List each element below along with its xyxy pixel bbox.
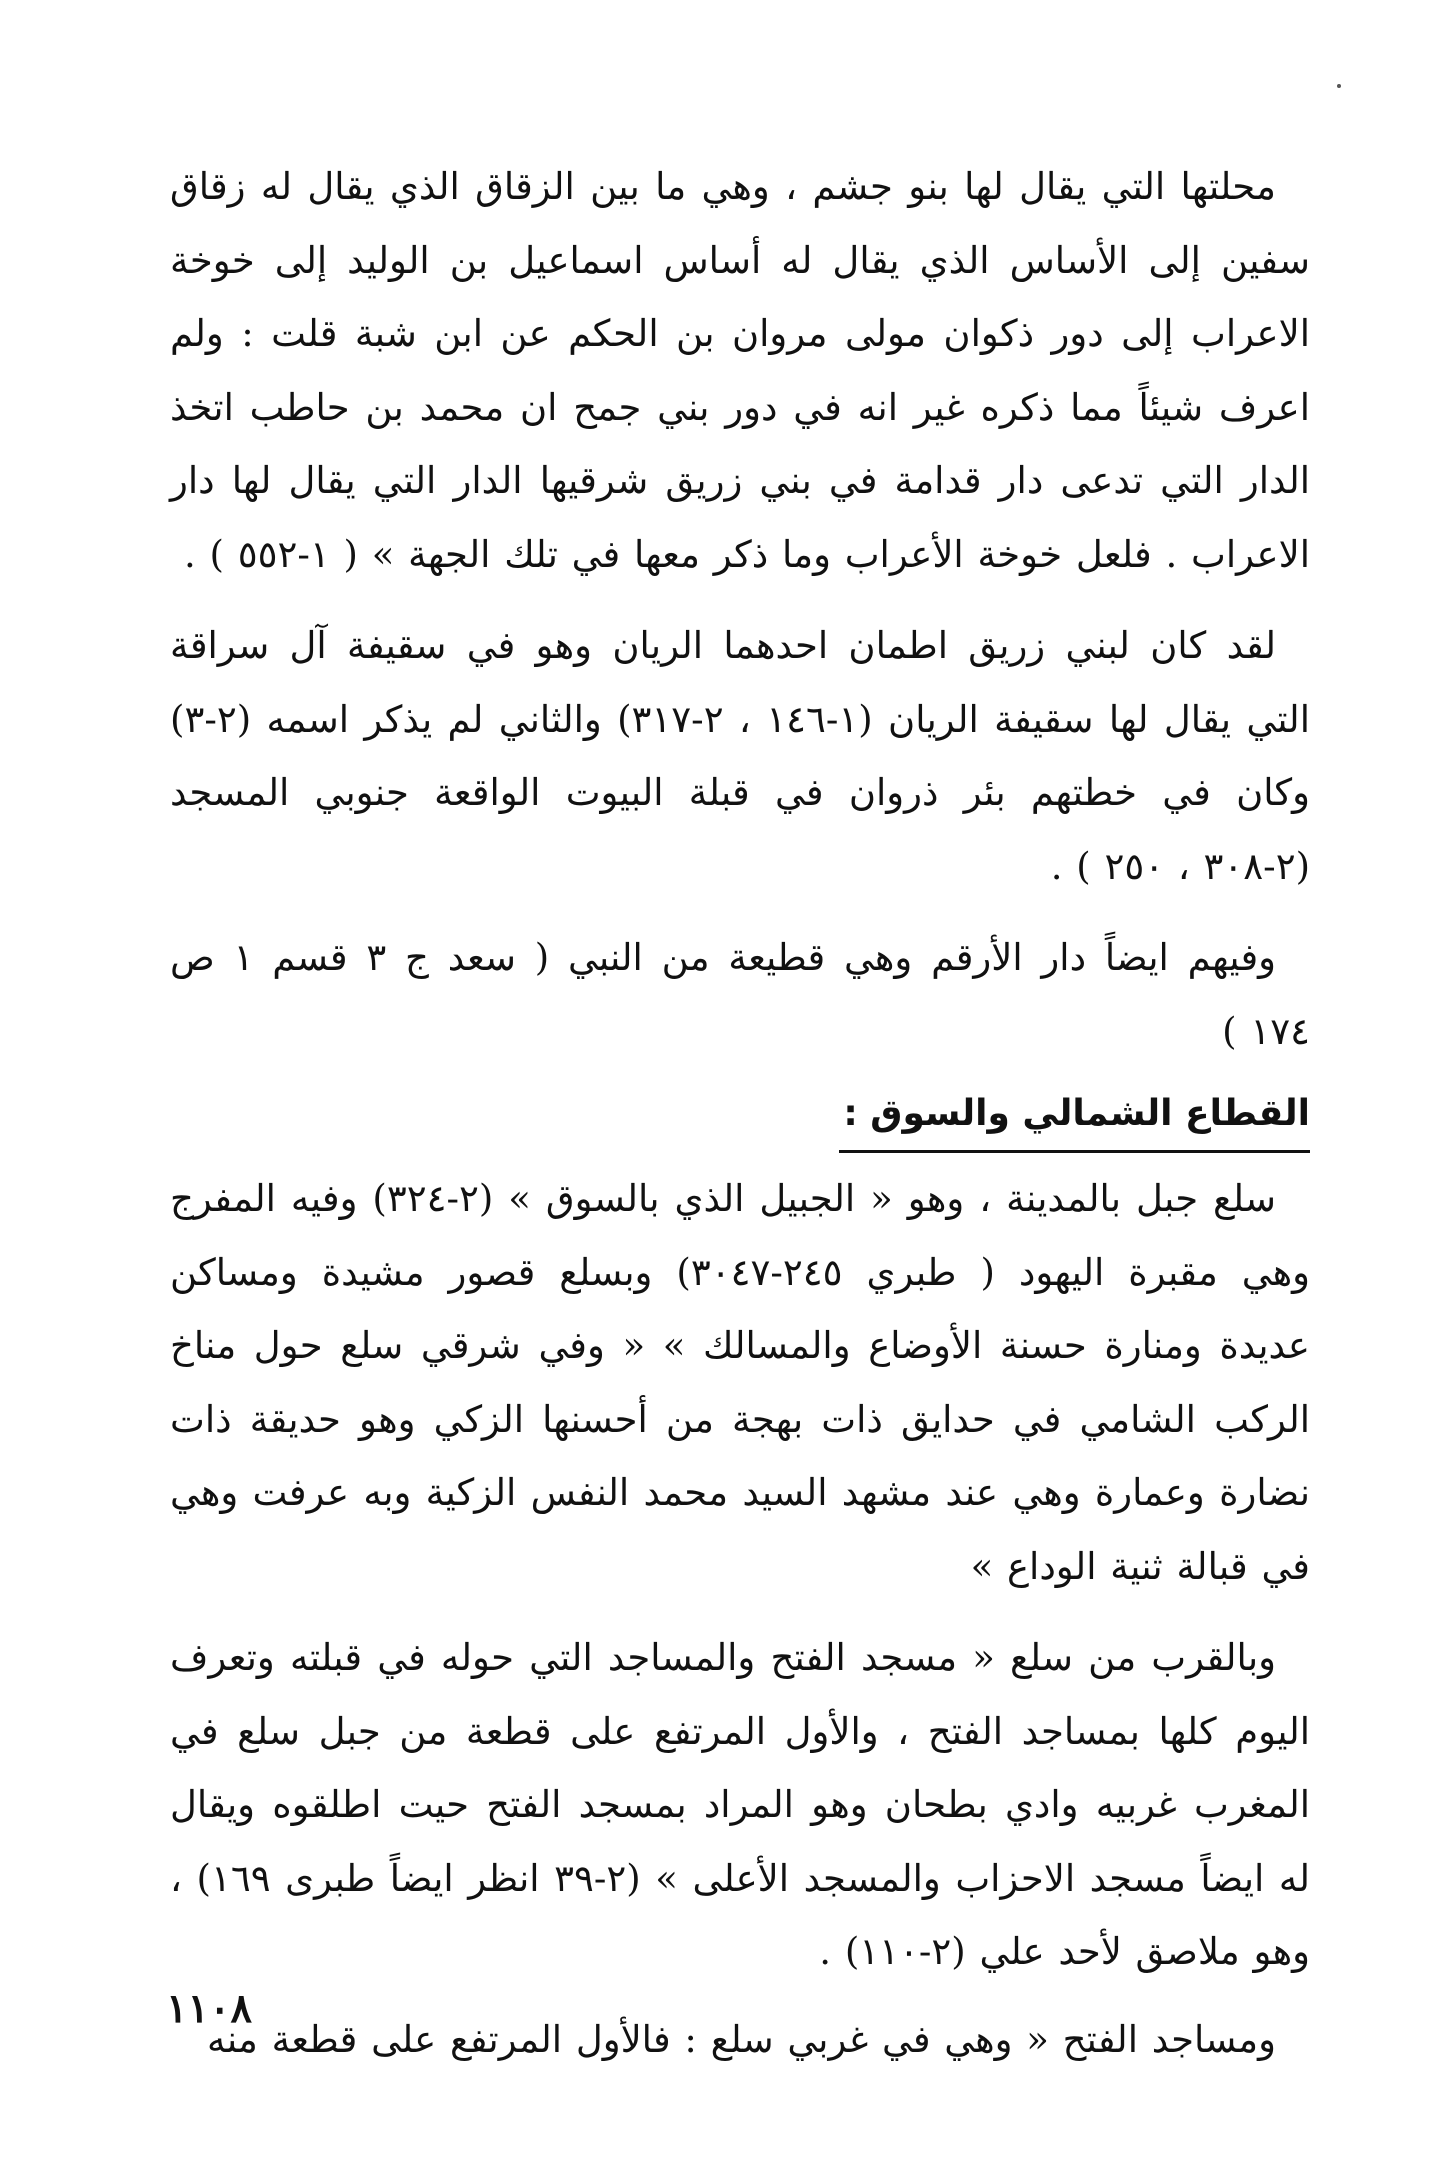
- page-number: ١١٠٨: [166, 1985, 252, 2032]
- paragraph-masjid-al-fath: وبالقرب من سلع « مسجد الفتح والمساجد التي حوله في قبلته وتعرف اليوم كلها بمساجد الفتح ، والأول المرتفع على قطعة من جبل سلع في المغرب غربيه وادي بطحان وهو المراد بمسجد الفتح حيت اطلقوه ويقال له ايضاً مسجد الاحزاب والمسجد الأعلى » (٢-٣٩ انظر ايضاً طبرى ١٦٩) ، وهو ملاصق لأحد علي (٢-١١٠) .: [170, 1636, 1310, 1973]
- section-heading: القطاع الشمالي والسوق :: [839, 1084, 1310, 1153]
- page-body: [170, 150, 1310, 2061]
- paragraph-mount-sala: سلع جبل بالمدينة ، وهو « الجبيل الذي بالسوق » (٢-٣٢٤) وفيه المفرج وهي مقبرة اليهود ( طبري ٢٤٥-٣٠٤٧) وبسلع قصور مشيدة ومساكن عديدة ومنارة حسنة الأوضاع والمسالك » « وفي شرقي سلع حول مناخ الركب الشامي في حدايق ذات بهجة من أحسنها الزكي وهو حديقة ذات نضارة وعمارة وهي عند مشهد السيد محمد النفس الزكية وبه عرفت وهي في قبالة ثنية الوداع »: [170, 1177, 1310, 1588]
- corner-mark: [1337, 84, 1341, 88]
- paragraph-zuraiq-quarter: محلتها التي يقال لها بنو جشم ، وهي ما بين الزقاق الذي يقال له زقاق سفين إلى الأساس الذي يقال له أساس اسماعيل بن الوليد إلى خوخة الاعراب إلى دور ذكوان مولى مروان بن الحكم عن ابن شبة قلت : ولم اعرف شيئاً مما ذكره غير انه في دور بني جمح ان محمد بن حاطب اتخذ الدار التي تدعى دار قدامة في بني زريق شرقيها الدار التي يقال لها دار الاعراب . فلعل خوخة الأعراب وما ذكر معها في تلك الجهة » ( ١-٥٥٢ ) .: [170, 165, 1310, 576]
- paragraph-dar-al-arqam: وفيهم ايضاً دار الأرقم وهي قطيعة من النبي ( سعد ج ٣ قسم ١ ص ١٧٤ ): [170, 936, 1310, 1053]
- paragraph-banu-zuraiq-forts: لقد كان لبني زريق اطمان احدهما الريان وهو في سقيفة آل سراقة التي يقال لها سقيفة الريان (١-١٤٦ ، ٢-٣١٧) والثاني لم يذكر اسمه (٢-٣) وكان في خطتهم بئر ذروان في قبلة البيوت الواقعة جنوبي المسجد (٢-٣٠٨ ، ٢٥٠ ) .: [170, 624, 1310, 888]
- section-heading-wrap: [170, 1084, 1310, 1154]
- paragraph-fath-mosques: ومساجد الفتح « وهي في غربي سلع : فالأول المرتفع على قطعة منه: [207, 2017, 1276, 2061]
